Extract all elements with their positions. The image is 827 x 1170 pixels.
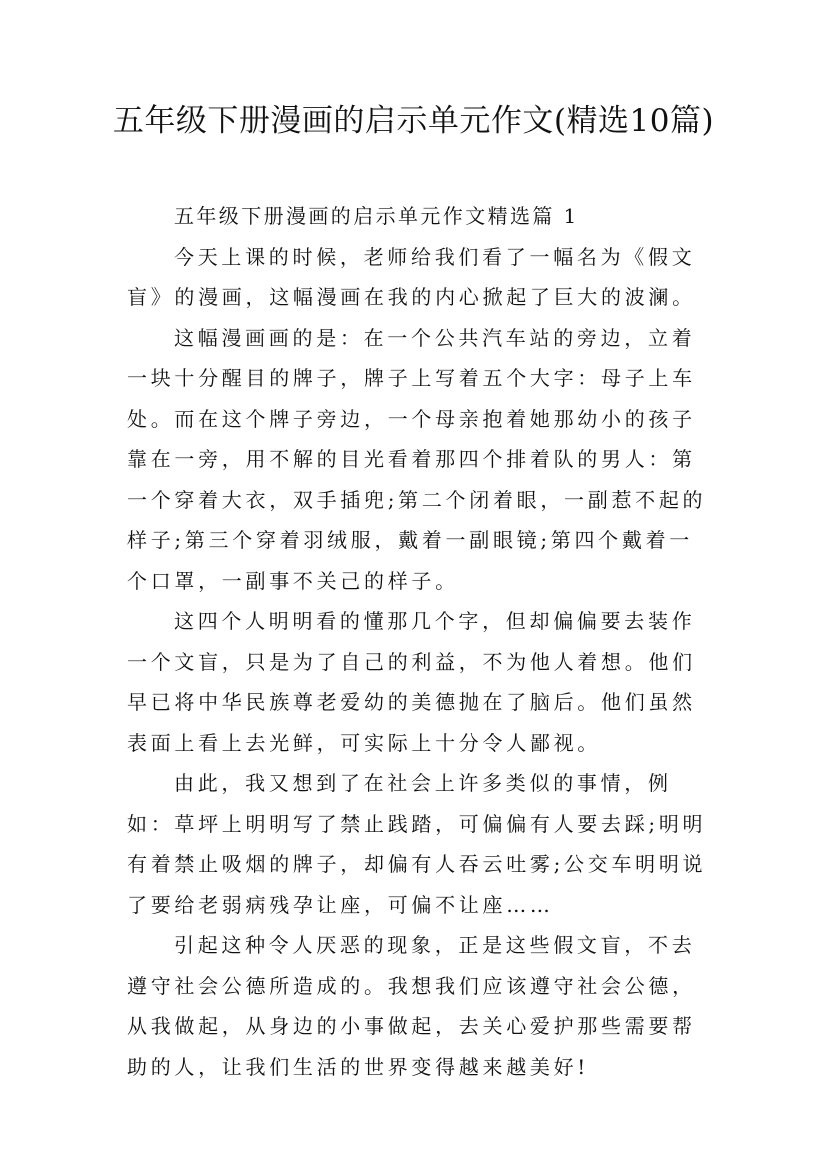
paragraph: 这幅漫画画的是：在一个公共汽车站的旁边，立着一块十分醒目的牌子，牌子上写着五个大字：母子上车处。而在这个牌子旁边，一个母亲抱着她那幼小的孩子靠在一旁，用不解的目光看着那四个排着队的男人：第一个穿着大衣，双手插兜;第二个闭着眼，一副惹不起的样子;第三个穿着羽绒服，戴着一副眼镜;第四个戴着一个口罩，一副事不关己的样子。: [127, 325, 707, 593]
paragraph: 引起这种令人厌恶的现象，正是这些假文盲，不去遵守社会公德所造成的。我想我们应该遵守社会公德，从我做起，从身边的小事做起，去关心爱护那些需要帮助的人，让我们生活的世界变得越来越美好!: [127, 933, 696, 1079]
document-title: 五年级下册漫画的启示单元作文(精选10篇): [112, 103, 715, 139]
paragraph: 今天上课的时候，老师给我们看了一幅名为《假文盲》的漫画，这幅漫画在我的内心掀起了巨大的波澜。: [127, 244, 696, 309]
document-body: [127, 196, 711, 1087]
paragraph: 这四个人明明看的懂那几个字，但却偏偏要去装作一个文盲，只是为了自己的利益，不为他人着想。他们早已将中华民族尊老爱幼的美德抛在了脑后。他们虽然表面上看上去光鲜，可实际上十分令人鄙视。: [127, 609, 696, 755]
paragraph: 由此，我又想到了在社会上许多类似的事情，例如：草坪上明明写了禁止践踏，可偏偏有人要去踩;明明有着禁止吸烟的牌子，却偏有人吞云吐雾;公交车明明说了要给老弱病残孕让座，可偏不让座……: [127, 771, 707, 917]
section-heading: 五年级下册漫画的启示单元作文精选篇 1: [174, 204, 579, 228]
